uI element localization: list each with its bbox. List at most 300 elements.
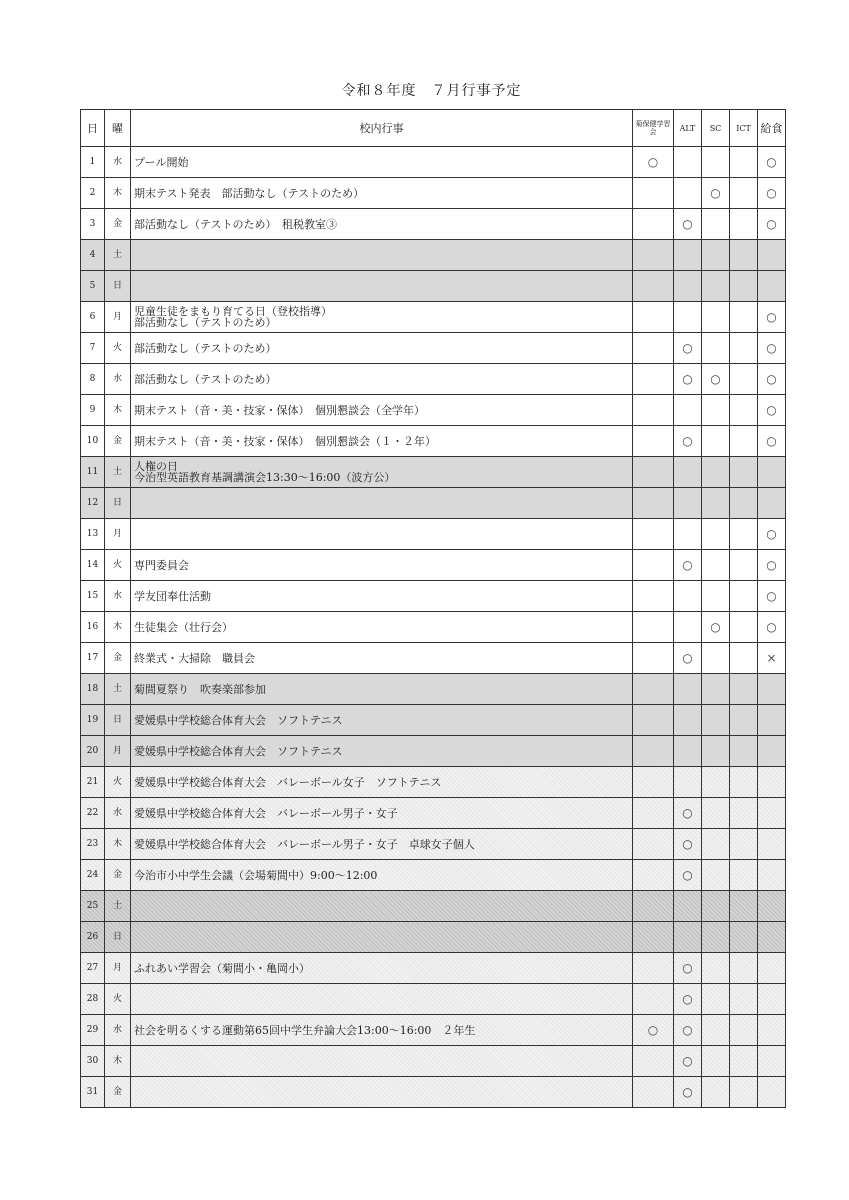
event-cell: [131, 643, 633, 674]
sc-cell: [702, 1077, 730, 1108]
alt-cell: [674, 891, 702, 922]
ict-cell: [730, 891, 758, 922]
ict-cell: [730, 240, 758, 271]
ict-cell: [730, 333, 758, 364]
sc-cell: [702, 302, 730, 333]
alt-cell: [674, 147, 702, 178]
sc-cell: [702, 333, 730, 364]
weekday-cell: 土: [105, 457, 131, 488]
event-cell: [131, 891, 633, 922]
event-line: 学友団奉仕活動: [134, 589, 211, 603]
weekday-cell: 日: [105, 922, 131, 953]
ict-cell: [730, 612, 758, 643]
day-cell: 23: [81, 829, 105, 860]
table-row: [81, 178, 786, 209]
header-weekday: 曜: [105, 110, 131, 147]
lunch-cell: [758, 705, 786, 736]
table-row: [81, 1077, 786, 1108]
weekday-cell: 日: [105, 488, 131, 519]
header-row: [81, 110, 786, 147]
ict-cell: [730, 674, 758, 705]
alt-cell: [674, 302, 702, 333]
health-study-cell: [633, 271, 674, 302]
lunch-cell: ○: [758, 612, 786, 643]
day-cell: 16: [81, 612, 105, 643]
event-cell: [131, 798, 633, 829]
day-cell: 14: [81, 550, 105, 581]
table-row: [81, 1046, 786, 1077]
alt-cell: ○: [674, 643, 702, 674]
weekday-cell: 月: [105, 519, 131, 550]
alt-cell: [674, 922, 702, 953]
alt-cell: ○: [674, 1077, 702, 1108]
header-day: 日: [81, 110, 105, 147]
event-line: 部活動なし（テストのため）: [134, 316, 277, 329]
table-row: [81, 395, 786, 426]
lunch-cell: ○: [758, 178, 786, 209]
alt-cell: [674, 767, 702, 798]
ict-cell: [730, 984, 758, 1015]
day-cell: 9: [81, 395, 105, 426]
day-cell: 21: [81, 767, 105, 798]
weekday-cell: 金: [105, 1077, 131, 1108]
table-row: [81, 953, 786, 984]
lunch-cell: ○: [758, 550, 786, 581]
weekday-cell: 火: [105, 333, 131, 364]
weekday-cell: 水: [105, 581, 131, 612]
day-cell: 28: [81, 984, 105, 1015]
event-cell: [131, 984, 633, 1015]
weekday-cell: 土: [105, 240, 131, 271]
day-cell: 17: [81, 643, 105, 674]
table-row: [81, 922, 786, 953]
sc-cell: [702, 240, 730, 271]
ict-cell: [730, 457, 758, 488]
health-study-cell: [633, 860, 674, 891]
event-cell: [131, 612, 633, 643]
health-study-cell: [633, 1077, 674, 1108]
table-row: [81, 364, 786, 395]
ict-cell: [730, 922, 758, 953]
weekday-cell: 日: [105, 705, 131, 736]
alt-cell: ○: [674, 984, 702, 1015]
alt-cell: [674, 178, 702, 209]
health-study-cell: [633, 705, 674, 736]
event-line: 今治市小中学生会議（会場菊間中）9:00～12:00: [134, 868, 378, 882]
sc-cell: [702, 674, 730, 705]
sc-cell: [702, 426, 730, 457]
day-cell: 29: [81, 1015, 105, 1046]
event-line: プール開始: [134, 155, 189, 169]
alt-cell: [674, 488, 702, 519]
weekday-cell: 金: [105, 643, 131, 674]
event-cell: [131, 860, 633, 891]
event-cell: [131, 302, 633, 333]
event-cell: [131, 426, 633, 457]
event-line: 専門委員会: [134, 558, 189, 572]
weekday-cell: 土: [105, 891, 131, 922]
table-row: [81, 829, 786, 860]
health-study-cell: [633, 581, 674, 612]
lunch-cell: [758, 860, 786, 891]
weekday-cell: 金: [105, 426, 131, 457]
table-row: [81, 798, 786, 829]
sc-cell: [702, 860, 730, 891]
event-line: 期末テスト（音・美・技家・保体） 個別懇談会（１・２年）: [134, 434, 437, 448]
event-line: 部活動なし（テストのため）: [134, 372, 277, 386]
alt-cell: [674, 457, 702, 488]
day-cell: 31: [81, 1077, 105, 1108]
table-row: [81, 488, 786, 519]
sc-cell: [702, 767, 730, 798]
lunch-cell: [758, 271, 786, 302]
lunch-cell: ○: [758, 426, 786, 457]
weekday-cell: 火: [105, 767, 131, 798]
table-row: [81, 457, 786, 488]
event-cell: [131, 519, 633, 550]
day-cell: 12: [81, 488, 105, 519]
health-study-cell: [633, 488, 674, 519]
weekday-cell: 木: [105, 395, 131, 426]
sc-cell: ○: [702, 178, 730, 209]
weekday-cell: 木: [105, 178, 131, 209]
ict-cell: [730, 302, 758, 333]
day-cell: 7: [81, 333, 105, 364]
lunch-cell: [758, 240, 786, 271]
header-alt: ALT: [674, 110, 702, 147]
ict-cell: [730, 798, 758, 829]
day-cell: 25: [81, 891, 105, 922]
alt-cell: [674, 581, 702, 612]
lunch-cell: ○: [758, 147, 786, 178]
health-study-cell: [633, 1046, 674, 1077]
lunch-cell: [758, 798, 786, 829]
sc-cell: [702, 488, 730, 519]
lunch-cell: ○: [758, 519, 786, 550]
health-study-cell: ○: [633, 147, 674, 178]
weekday-cell: 水: [105, 364, 131, 395]
event-cell: [131, 736, 633, 767]
event-cell: [131, 829, 633, 860]
health-study-cell: [633, 240, 674, 271]
sc-cell: [702, 519, 730, 550]
sc-cell: [702, 829, 730, 860]
lunch-cell: [758, 829, 786, 860]
event-cell: [131, 209, 633, 240]
weekday-cell: 水: [105, 147, 131, 178]
event-cell: [131, 178, 633, 209]
ict-cell: [730, 705, 758, 736]
lunch-cell: [758, 674, 786, 705]
lunch-cell: [758, 1077, 786, 1108]
table-row: [81, 612, 786, 643]
sc-cell: [702, 581, 730, 612]
weekday-cell: 水: [105, 798, 131, 829]
day-cell: 27: [81, 953, 105, 984]
table-row: [81, 674, 786, 705]
sc-cell: [702, 953, 730, 984]
weekday-cell: 金: [105, 209, 131, 240]
header-health-study: 菊保健学習会: [633, 110, 674, 147]
event-cell: [131, 767, 633, 798]
weekday-cell: 土: [105, 674, 131, 705]
event-line: 愛媛県中学校総合体育大会 バレーボール女子 ソフトテニス: [134, 775, 442, 789]
table-row: [81, 426, 786, 457]
table-row: [81, 209, 786, 240]
table-row: [81, 240, 786, 271]
header-events: 校内行事: [131, 110, 633, 147]
ict-cell: [730, 488, 758, 519]
health-study-cell: [633, 891, 674, 922]
ict-cell: [730, 519, 758, 550]
weekday-cell: 火: [105, 984, 131, 1015]
sc-cell: [702, 147, 730, 178]
alt-cell: [674, 395, 702, 426]
alt-cell: [674, 612, 702, 643]
alt-cell: [674, 674, 702, 705]
table-row: [81, 302, 786, 333]
header-sc: SC: [702, 110, 730, 147]
alt-cell: ○: [674, 829, 702, 860]
sc-cell: [702, 643, 730, 674]
event-cell: [131, 395, 633, 426]
alt-cell: ○: [674, 209, 702, 240]
schedule-body: [81, 147, 786, 1108]
table-row: [81, 519, 786, 550]
alt-cell: [674, 240, 702, 271]
sc-cell: [702, 1046, 730, 1077]
ict-cell: [730, 581, 758, 612]
table-row: [81, 767, 786, 798]
sc-cell: [702, 798, 730, 829]
day-cell: 2: [81, 178, 105, 209]
weekday-cell: 水: [105, 1015, 131, 1046]
health-study-cell: [633, 395, 674, 426]
lunch-cell: ×: [758, 643, 786, 674]
day-cell: 15: [81, 581, 105, 612]
ict-cell: [730, 767, 758, 798]
alt-cell: [674, 705, 702, 736]
ict-cell: [730, 550, 758, 581]
table-row: [81, 147, 786, 178]
health-study-cell: [633, 519, 674, 550]
day-cell: 24: [81, 860, 105, 891]
health-study-cell: [633, 922, 674, 953]
day-cell: 19: [81, 705, 105, 736]
day-cell: 11: [81, 457, 105, 488]
health-study-cell: [633, 209, 674, 240]
sc-cell: [702, 736, 730, 767]
day-cell: 4: [81, 240, 105, 271]
header-ict: ICT: [730, 110, 758, 147]
day-cell: 13: [81, 519, 105, 550]
health-study-cell: [633, 798, 674, 829]
event-line: 愛媛県中学校総合体育大会 ソフトテニス: [134, 744, 343, 758]
event-cell: [131, 705, 633, 736]
table-row: [81, 860, 786, 891]
event-line: 期末テスト（音・美・技家・保体） 個別懇談会（全学年）: [134, 403, 426, 417]
day-cell: 18: [81, 674, 105, 705]
event-line: 社会を明るくする運動第65回中学生弁論大会13:00～16:00 ２年生: [134, 1023, 476, 1037]
table-row: [81, 984, 786, 1015]
weekday-cell: 月: [105, 736, 131, 767]
ict-cell: [730, 271, 758, 302]
alt-cell: [674, 736, 702, 767]
event-cell: [131, 333, 633, 364]
ict-cell: [730, 426, 758, 457]
day-cell: 26: [81, 922, 105, 953]
table-row: [81, 333, 786, 364]
weekday-cell: 月: [105, 302, 131, 333]
event-line: 期末テスト発表 部活動なし（テストのため）: [134, 186, 365, 200]
event-cell: [131, 240, 633, 271]
lunch-cell: [758, 736, 786, 767]
day-cell: 1: [81, 147, 105, 178]
event-line: ふれあい学習会（菊間小・亀岡小）: [134, 961, 310, 975]
sc-cell: ○: [702, 612, 730, 643]
day-cell: 30: [81, 1046, 105, 1077]
sc-cell: [702, 922, 730, 953]
event-cell: [131, 457, 633, 488]
lunch-cell: [758, 1015, 786, 1046]
sc-cell: [702, 271, 730, 302]
event-line: 人権の日: [134, 460, 178, 473]
ict-cell: [730, 178, 758, 209]
lunch-cell: [758, 457, 786, 488]
ict-cell: [730, 395, 758, 426]
alt-cell: ○: [674, 798, 702, 829]
ict-cell: [730, 829, 758, 860]
event-line: 菊間夏祭り 吹奏楽部参加: [134, 682, 266, 696]
day-cell: 5: [81, 271, 105, 302]
alt-cell: ○: [674, 364, 702, 395]
health-study-cell: [633, 674, 674, 705]
weekday-cell: 木: [105, 612, 131, 643]
day-cell: 8: [81, 364, 105, 395]
ict-cell: [730, 860, 758, 891]
event-cell: [131, 488, 633, 519]
lunch-cell: ○: [758, 364, 786, 395]
sc-cell: [702, 395, 730, 426]
health-study-cell: [633, 612, 674, 643]
table-row: [81, 736, 786, 767]
health-study-cell: [633, 457, 674, 488]
lunch-cell: ○: [758, 209, 786, 240]
table-row: [81, 1015, 786, 1046]
ict-cell: [730, 1077, 758, 1108]
health-study-cell: [633, 767, 674, 798]
lunch-cell: ○: [758, 395, 786, 426]
weekday-cell: 木: [105, 1046, 131, 1077]
event-schedule-table: [80, 109, 786, 1108]
health-study-cell: [633, 364, 674, 395]
health-study-cell: ○: [633, 1015, 674, 1046]
table-row: [81, 581, 786, 612]
health-study-cell: [633, 550, 674, 581]
ict-cell: [730, 736, 758, 767]
alt-cell: ○: [674, 860, 702, 891]
event-line: 生徒集会（壮行会）: [134, 620, 233, 634]
lunch-cell: ○: [758, 333, 786, 364]
weekday-cell: 火: [105, 550, 131, 581]
ict-cell: [730, 643, 758, 674]
alt-cell: ○: [674, 1046, 702, 1077]
lunch-cell: [758, 953, 786, 984]
event-line: 児童生徒をまもり育てる日（登校指導）: [134, 305, 332, 318]
alt-cell: ○: [674, 550, 702, 581]
lunch-cell: [758, 891, 786, 922]
health-study-cell: [633, 643, 674, 674]
lunch-cell: ○: [758, 302, 786, 333]
event-line: 今治型英語教育基調講演会13:30～16:00（波方公）: [134, 471, 396, 484]
alt-cell: ○: [674, 953, 702, 984]
event-cell: [131, 271, 633, 302]
table-row: [81, 643, 786, 674]
alt-cell: ○: [674, 426, 702, 457]
lunch-cell: [758, 922, 786, 953]
health-study-cell: [633, 953, 674, 984]
day-cell: 22: [81, 798, 105, 829]
event-line: 愛媛県中学校総合体育大会 ソフトテニス: [134, 713, 343, 727]
health-study-cell: [633, 333, 674, 364]
event-cell: [131, 1046, 633, 1077]
event-line: 部活動なし（テストのため） 租税教室③: [134, 217, 338, 231]
sc-cell: [702, 209, 730, 240]
lunch-cell: ○: [758, 581, 786, 612]
event-cell: [131, 1015, 633, 1046]
health-study-cell: [633, 736, 674, 767]
event-cell: [131, 1077, 633, 1108]
health-study-cell: [633, 829, 674, 860]
event-cell: [131, 674, 633, 705]
weekday-cell: 月: [105, 953, 131, 984]
page-title: 令和８年度 ７月行事予定: [341, 83, 522, 99]
health-study-cell: [633, 426, 674, 457]
event-cell: [131, 953, 633, 984]
sc-cell: ○: [702, 364, 730, 395]
event-cell: [131, 550, 633, 581]
ict-cell: [730, 147, 758, 178]
weekday-cell: 金: [105, 860, 131, 891]
health-study-cell: [633, 302, 674, 333]
lunch-cell: [758, 488, 786, 519]
header-lunch: 給食: [758, 110, 786, 147]
weekday-cell: 日: [105, 271, 131, 302]
lunch-cell: [758, 1046, 786, 1077]
event-cell: [131, 147, 633, 178]
sc-cell: [702, 984, 730, 1015]
alt-cell: [674, 519, 702, 550]
table-row: [81, 271, 786, 302]
table-row: [81, 891, 786, 922]
event-cell: [131, 922, 633, 953]
table-row: [81, 705, 786, 736]
event-cell: [131, 364, 633, 395]
alt-cell: ○: [674, 1015, 702, 1046]
day-cell: 20: [81, 736, 105, 767]
event-line: 部活動なし（テストのため）: [134, 341, 277, 355]
day-cell: 3: [81, 209, 105, 240]
lunch-cell: [758, 984, 786, 1015]
weekday-cell: 木: [105, 829, 131, 860]
day-cell: 10: [81, 426, 105, 457]
health-study-cell: [633, 984, 674, 1015]
alt-cell: [674, 271, 702, 302]
event-line: 終業式・大掃除 職員会: [134, 651, 255, 665]
ict-cell: [730, 1046, 758, 1077]
health-study-cell: [633, 178, 674, 209]
sc-cell: [702, 891, 730, 922]
